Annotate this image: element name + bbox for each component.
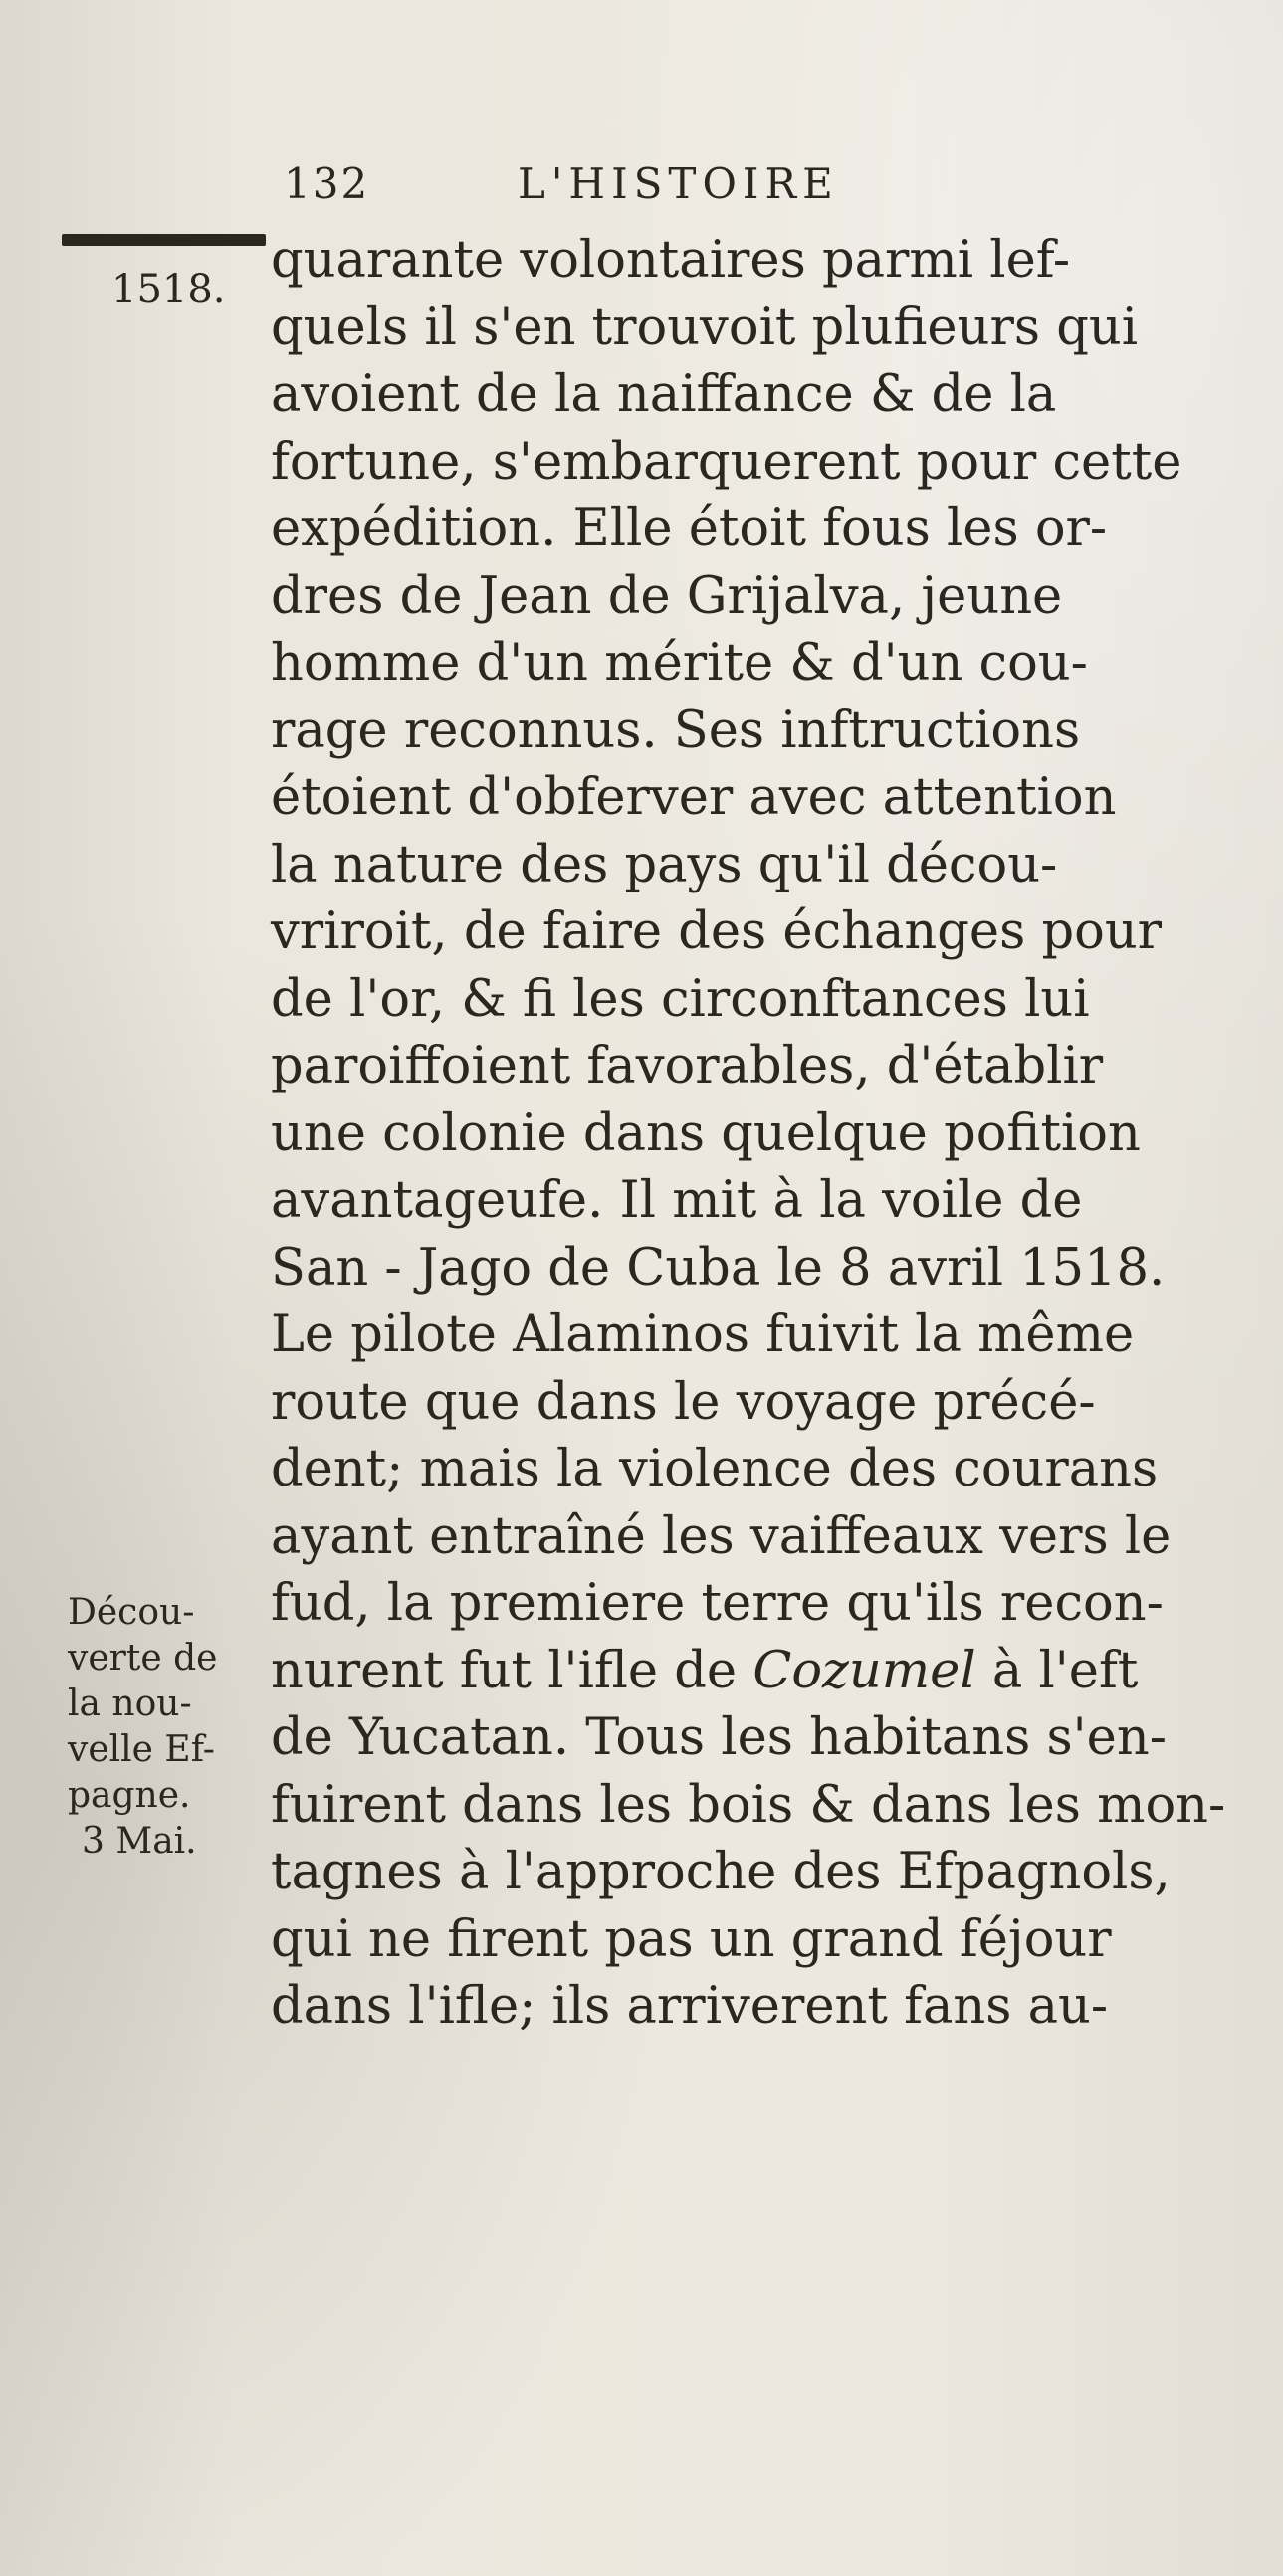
text-line: San - Jago de Cuba le 8 avril 1518.	[271, 1238, 1166, 1297]
margin-note-line: pagne.	[68, 1775, 191, 1816]
text-line: paroiffoient favorables, d'établir	[271, 1037, 1104, 1095]
running-title: L'HISTOIRE	[518, 159, 839, 208]
text-line: expédition. Elle étoit fous les or-	[271, 499, 1108, 558]
text-line: vriroit, de faire des échanges pour	[271, 902, 1163, 961]
margin-note-line: Décou-	[68, 1592, 195, 1633]
text-line: dres de Jean de Grijalva, jeune	[271, 566, 1063, 626]
text-line: quarante volontaires parmi lef-	[271, 231, 1071, 290]
page-header	[284, 159, 1179, 219]
text-line: route que dans le voyage précé-	[271, 1372, 1096, 1432]
text-line: qui ne firent pas un grand féjour	[271, 1909, 1112, 1969]
text-line: dent; mais la violence des courans	[271, 1440, 1159, 1498]
margin-year: 1518.	[111, 267, 226, 312]
margin-note	[68, 1590, 252, 1865]
text-line: une colonie dans quelque pofition	[271, 1103, 1141, 1163]
text-line: tagnes à l'approche des Efpagnols,	[271, 1843, 1171, 1901]
text-line: rage reconnus. Ses inftructions	[271, 700, 1081, 760]
margin-note-line: velle Ef-	[68, 1729, 215, 1770]
margin-note-line: verte de	[68, 1638, 218, 1679]
text-line: fud, la premiere terre qu'ils recon-	[271, 1574, 1164, 1633]
text-line: de l'or, & fi les circonftances lui	[271, 969, 1090, 1029]
text-line: la nature des pays qu'il décou-	[271, 835, 1058, 894]
text-line: Le pilote Alaminos fuivit la même	[271, 1305, 1135, 1364]
place-name-italic: Cozumel	[752, 1641, 976, 1700]
page-number: 132	[284, 159, 370, 208]
text-line: fortune, s'embarquerent pour cette	[271, 432, 1182, 492]
margin-note-line: la nou-	[68, 1684, 192, 1724]
text-line: avoient de la naiffance & de la	[271, 365, 1057, 424]
text-line: dans l'ifle; ils arriverent fans au-	[271, 1977, 1109, 2036]
text-line: étoient d'obferver avec attention	[271, 768, 1117, 827]
text-line: homme d'un mérite & d'un cou-	[271, 634, 1088, 693]
text-line-start: nurent fut l'ifle de	[271, 1641, 753, 1700]
margin-date: 3 Mai.	[82, 1821, 197, 1862]
body-text	[271, 227, 1226, 2041]
text-line: quels il s'en trouvoit plufieurs qui	[271, 297, 1139, 357]
header-rule	[62, 234, 266, 246]
text-line: de Yucatan. Tous les habitans s'en-	[271, 1708, 1167, 1767]
text-line-end: à l'eft	[975, 1641, 1139, 1700]
text-line	[271, 1638, 1186, 1705]
text-line: fuirent dans les bois & dans les mon-	[271, 1775, 1226, 1835]
text-line: ayant entraîné les vaiffeaux vers le	[271, 1506, 1172, 1566]
text-line: avantageufe. Il mit à la voile de	[271, 1171, 1083, 1230]
